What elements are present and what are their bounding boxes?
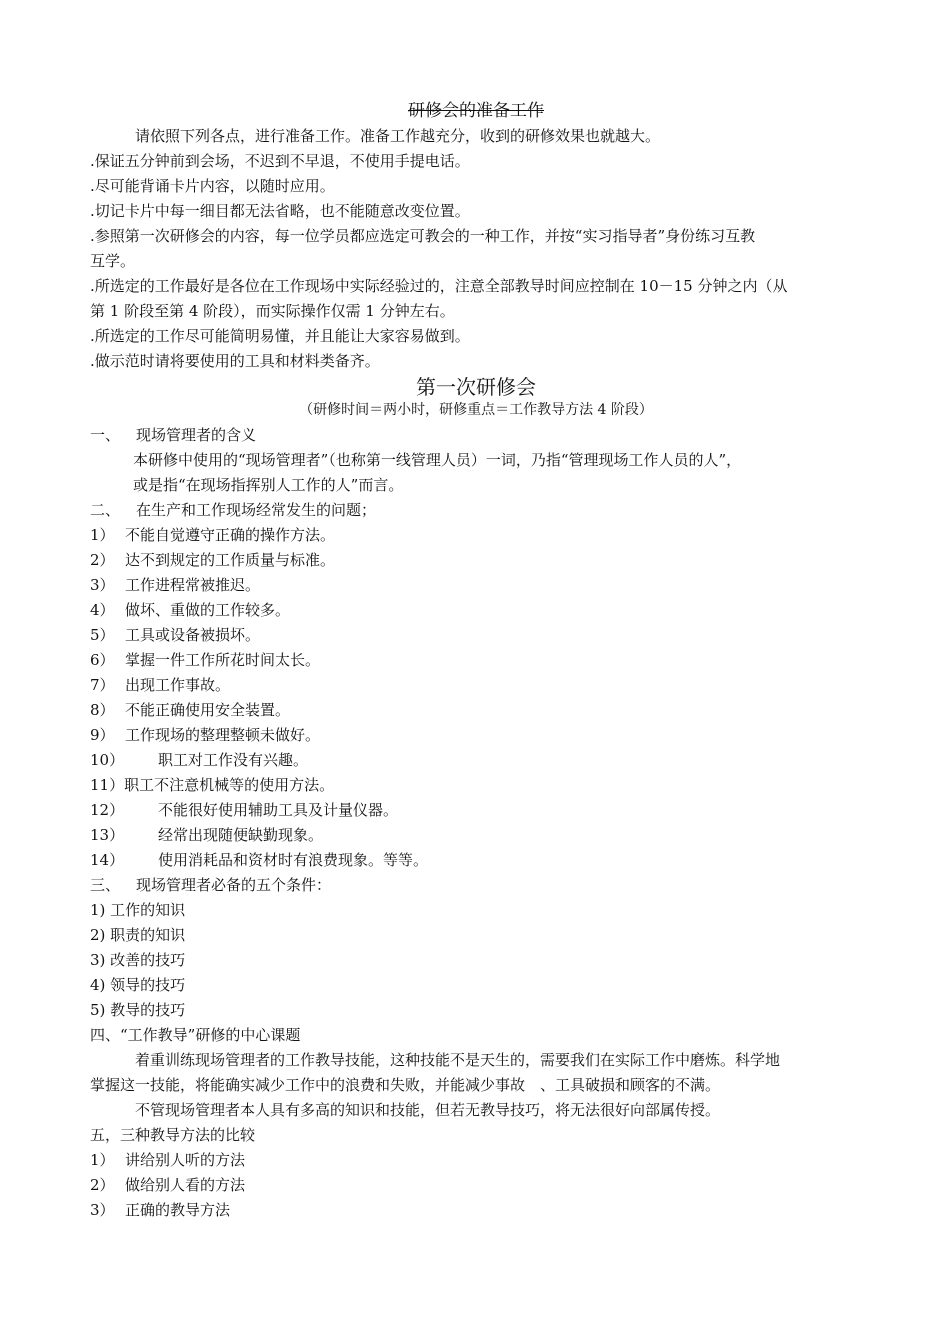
session-subtitle: （研修时间＝两小时，研修重点＝工作教导方法 4 阶段） [299, 402, 653, 418]
list-item [90, 548, 862, 572]
list-item [90, 1198, 862, 1222]
list-text: 做坏、重做的工作较多。 [125, 601, 291, 619]
list-text: 达不到规定的工作质量与标准。 [125, 551, 336, 569]
list-number: 1） [90, 526, 115, 544]
section-4-paragraph: 着重训练现场管理者的工作教导技能，这种技能不是天生的，需要我们在实际工作中磨炼。科学地 [135, 1051, 781, 1069]
list-text: 掌握一件工作所花时间太长。 [125, 651, 321, 669]
list-item [90, 648, 862, 672]
prep-item: .尽可能背诵卡片内容，以随时应用。 [90, 177, 335, 195]
list-text: 正确的教导方法 [125, 1201, 231, 1219]
list-number: 6） [90, 651, 115, 669]
prep-item: .保证五分钟前到会场，不迟到不早退，不使用手提电话。 [90, 152, 470, 170]
list-number: 4） [90, 601, 115, 619]
prep-item: .做示范时请将要使用的工具和材料类备齐。 [90, 352, 380, 370]
list-number: 14） [90, 851, 125, 869]
section-3-heading [90, 873, 862, 897]
list-item: 2) 职责的知识 [90, 926, 186, 944]
list-item: 1) 工作的知识 [90, 901, 186, 919]
list-item [90, 748, 862, 772]
list-number: 2） [90, 1176, 115, 1194]
list-item [90, 598, 862, 622]
list-number: 2） [90, 551, 115, 569]
list-number: 1） [90, 1151, 115, 1169]
list-item [90, 698, 862, 722]
list-item [90, 823, 862, 847]
list-text: 不能很好使用辅助工具及计量仪器。 [158, 801, 399, 819]
list-number: 13） [90, 826, 125, 844]
section-number: 三、 [90, 876, 121, 894]
list-number: 7） [90, 676, 115, 694]
section-1-paragraph: 或是指“在现场指挥别人工作的人”而言。 [133, 476, 404, 494]
list-item [90, 773, 862, 797]
list-text: 职工对工作没有兴趣。 [158, 751, 309, 769]
section-2-heading [90, 498, 862, 522]
list-text: 使用消耗品和资材时有浪费现象。等等。 [158, 851, 429, 869]
list-text: 工具或设备被损坏。 [125, 626, 261, 644]
list-text: 做给别人看的方法 [125, 1176, 246, 1194]
list-text: 讲给别人听的方法 [125, 1151, 246, 1169]
list-number: 3） [90, 1201, 115, 1219]
prep-item: .切记卡片中每一细目都无法省略，也不能随意改变位置。 [90, 202, 470, 220]
list-item [90, 1173, 862, 1197]
prep-item: 互学。 [90, 252, 136, 270]
list-item [90, 623, 862, 647]
list-text: 不能正确使用安全装置。 [125, 701, 291, 719]
prep-intro: 请依照下列各点，进行准备工作。准备工作越充分，收到的研修效果也就越大。 [135, 127, 661, 145]
section-title: 在生产和工作现场经常发生的问题； [136, 501, 377, 519]
section-4-paragraph: 不管现场管理者本人具有多高的知识和技能，但若无教导技巧，将无法很好向部属传授。 [135, 1101, 721, 1119]
list-number: 9） [90, 726, 115, 744]
list-item [90, 848, 862, 872]
section-title: 现场管理者的含义 [136, 426, 257, 444]
prep-title: 研修会的准备工作 [408, 101, 544, 121]
section-4-paragraph: 掌握这一技能，将能确实减少工作中的浪费和失败，并能减少事故 、工具破损和顾客的不满。 [90, 1076, 721, 1094]
section-number: 二、 [90, 501, 121, 519]
list-item [90, 1148, 862, 1172]
list-number: 10） [90, 751, 125, 769]
list-item [90, 573, 862, 597]
section-number: 一、 [90, 426, 121, 444]
list-item: 3) 改善的技巧 [90, 951, 186, 969]
list-text: 工作进程常被推迟。 [125, 576, 261, 594]
prep-item: .参照第一次研修会的内容，每一位学员都应选定可教会的一种工作，并按“实习指导者”身份练习互教 [90, 227, 756, 245]
section-1-heading [90, 423, 862, 447]
list-text: 职工不注意机械等的使用方法。 [124, 776, 335, 794]
list-number: 8） [90, 701, 115, 719]
list-number: 3） [90, 576, 115, 594]
prep-item: .所选定的工作最好是各位在工作现场中实际经验过的，注意全部教导时间应控制在 10－15 分钟之内（从 [90, 277, 788, 295]
list-item [90, 523, 862, 547]
list-item [90, 723, 862, 747]
list-item: 4) 领导的技巧 [90, 976, 186, 994]
list-item: 5) 教导的技巧 [90, 1001, 186, 1019]
list-text: 出现工作事故。 [125, 676, 231, 694]
section-5-heading: 五，三种教导方法的比较 [90, 1126, 256, 1144]
section-1-paragraph: 本研修中使用的“现场管理者”（也称第一线管理人员）一词，乃指“管理现场工作人员的人”， [133, 451, 742, 469]
list-item [90, 673, 862, 697]
list-number: 5） [90, 626, 115, 644]
section-4-heading: 四、“工作教导”研修的中心课题 [90, 1026, 301, 1044]
list-text: 经常出现随便缺勤现象。 [158, 826, 324, 844]
prep-item: .所选定的工作尽可能简明易懂，并且能让大家容易做到。 [90, 327, 470, 345]
prep-item: 第 1 阶段至第 4 阶段），而实际操作仅需 1 分钟左右。 [90, 302, 455, 320]
list-item [90, 798, 862, 822]
list-text: 不能自觉遵守正确的操作方法。 [125, 526, 336, 544]
list-text: 工作现场的整理整顿未做好。 [125, 726, 321, 744]
list-number: 11） [90, 776, 125, 794]
session-title: 第一次研修会 [416, 375, 536, 399]
list-number: 12） [90, 801, 125, 819]
section-title: 现场管理者必备的五个条件： [136, 876, 332, 894]
